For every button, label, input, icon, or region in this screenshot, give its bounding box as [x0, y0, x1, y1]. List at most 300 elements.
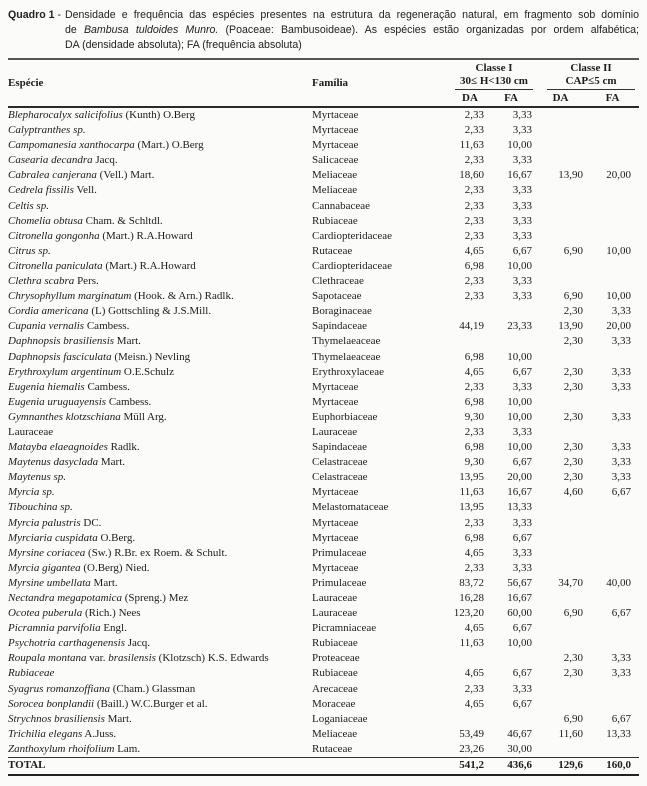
da1-cell: 6,98: [464, 259, 484, 272]
table-row: [8, 682, 639, 697]
fa1-cell: 20,00: [507, 471, 533, 484]
column-header-fa2: FA: [605, 92, 620, 104]
species-cell: Casearia decandra Jacq.: [8, 154, 118, 167]
fa1-cell: [487, 712, 535, 727]
species-cell: Chomelia obtusa Cham. & Schltdl.: [8, 214, 163, 227]
species-cell: Eugenia uruguayensis Cambess.: [8, 395, 152, 408]
family-cell: Melastomataceae: [312, 501, 389, 514]
classe2-title: Classe II: [570, 62, 612, 74]
family-cell: Lauraceae: [312, 592, 358, 604]
fa1-cell: 60,00: [507, 607, 533, 620]
da1-cell: 6,98: [464, 531, 484, 544]
fa1-cell: 16,67: [507, 169, 533, 182]
fa2-cell: [586, 682, 639, 697]
fa1-cell: 6,67: [512, 697, 533, 710]
table-row: [8, 470, 639, 485]
fa1-cell: 10,00: [507, 395, 533, 408]
da1-cell: 123,20: [453, 607, 484, 620]
da2-cell: [535, 395, 586, 410]
table-row: [8, 289, 639, 304]
da2-cell: 34,70: [558, 576, 584, 589]
da1-cell: 16,28: [459, 592, 484, 604]
family-cell: Cannabaceae: [312, 199, 371, 212]
fa1-cell: 3,33: [512, 124, 533, 137]
fa2-cell: [586, 214, 639, 229]
table-row: [8, 651, 639, 666]
fa2-cell: [586, 259, 639, 274]
da1-cell: 13,95: [459, 471, 484, 484]
fa2-cell: [586, 153, 639, 168]
da2-cell: 4,60: [563, 486, 584, 499]
da2-cell: [535, 123, 586, 138]
table-row: [8, 365, 639, 380]
species-cell: Matayba elaeagnoides Radlk.: [8, 441, 140, 454]
fa1-cell: [487, 334, 535, 349]
fa2-cell: [586, 621, 639, 636]
da2-cell: [535, 636, 586, 651]
da2-cell: [535, 214, 586, 229]
fa1-cell: 10,00: [507, 259, 533, 272]
table-row: [8, 319, 639, 334]
caption-line: Densidade e frequência das espécies presentes na estrutura da regeneração natural, em fragmento sob domínio: [65, 9, 639, 21]
table-row: [8, 636, 639, 651]
fa2-cell: 6,67: [611, 607, 632, 620]
table-header: [8, 59, 639, 107]
da2-cell: 6,90: [563, 244, 584, 257]
da1-cell: 2,33: [464, 229, 484, 242]
da1-cell: 2,33: [464, 109, 484, 121]
family-cell: Sapindaceae: [312, 441, 367, 454]
fa2-cell: [586, 274, 639, 289]
species-cell: Trichilia elegans A.Juss.: [8, 727, 117, 740]
family-cell: Thymelaeaceae: [312, 335, 381, 348]
da2-cell: 13,90: [558, 169, 584, 182]
table-row: [8, 697, 639, 712]
species-cell: Myrsine umbellata Mart.: [8, 576, 118, 589]
fa2-cell: [586, 636, 639, 651]
fa2-cell: [586, 425, 639, 440]
species-table: [8, 58, 639, 776]
da2-cell: 2,30: [563, 335, 584, 348]
family-cell: Thymelaeaceae: [312, 350, 381, 363]
species-cell: Campomanesia xanthocarpa (Mart.) O.Berg: [8, 139, 204, 152]
da1-cell: [453, 334, 487, 349]
family-cell: Proteaceae: [312, 652, 360, 665]
family-cell: Sapotaceae: [312, 290, 362, 303]
fa1-cell: 3,33: [512, 290, 533, 303]
table-row: [8, 621, 639, 636]
fa2-cell: [586, 591, 639, 606]
da2-cell: 6,90: [563, 607, 584, 620]
fa1-cell: 3,33: [512, 184, 533, 197]
fa2-cell: [586, 123, 639, 138]
family-cell: Rubiaceae: [312, 214, 358, 227]
family-cell: Myrtaceae: [312, 109, 359, 121]
da2-cell: 13,90: [558, 320, 584, 333]
species-cell: Sorocea bonplandii (Baill.) W.C.Burger et al.: [8, 697, 208, 710]
species-cell: Zanthoxylum rhoifolium Lam.: [8, 742, 141, 755]
da1-cell: 4,65: [464, 244, 484, 257]
da2-cell: [535, 199, 586, 214]
da2-cell: [535, 546, 586, 561]
family-cell: Rubiaceae: [312, 667, 358, 680]
da1-cell: 2,33: [464, 290, 484, 303]
family-cell: Cardiopteridaceae: [312, 259, 393, 272]
da2-cell: [535, 621, 586, 636]
fa2-cell: 3,33: [611, 441, 632, 454]
table-row: [8, 410, 639, 425]
da1-cell: [453, 304, 487, 319]
da2-cell: 2,30: [563, 380, 584, 393]
table-row: [8, 561, 639, 576]
family-cell: Myrtaceae: [312, 124, 359, 137]
fa1-cell: 3,33: [512, 516, 533, 529]
da1-cell: 2,33: [464, 380, 484, 393]
column-header-family: Família: [312, 77, 349, 89]
fa1-cell: 10,00: [507, 139, 533, 152]
da1-cell: 2,33: [464, 154, 484, 167]
fa1-cell: 3,33: [512, 199, 533, 212]
fa2-cell: [586, 742, 639, 758]
table-row: [8, 455, 639, 470]
species-cell: Ocotea puberula (Rich.) Nees: [8, 607, 141, 620]
da2-cell: [535, 259, 586, 274]
da2-cell: [535, 229, 586, 244]
fa2-cell: 3,33: [611, 667, 632, 680]
species-cell: Citronella paniculata (Mart.) R.A.Howard: [8, 259, 196, 272]
table-row: [8, 168, 639, 183]
family-cell: Meliaceae: [312, 727, 358, 740]
da1-cell: 2,33: [464, 561, 484, 574]
table-row: [8, 259, 639, 274]
family-cell: Boraginaceae: [312, 305, 372, 318]
table-row: [8, 712, 639, 727]
caption-line: de Bambusa tuldoides Munro. (Poaceae: Bambusoideae). As espécies estão organizadas por ordem alfabética;: [65, 24, 639, 36]
table-row: [8, 380, 639, 395]
fa2-cell: 3,33: [611, 365, 632, 378]
species-cell: Picramnia parvifolia Engl.: [8, 622, 127, 635]
table-row: [8, 591, 639, 606]
da1-cell: 11,63: [459, 637, 484, 650]
family-cell: Celastraceae: [312, 471, 368, 484]
table-row: [8, 274, 639, 289]
table-footer: [8, 758, 639, 775]
da2-cell: 11,60: [558, 727, 584, 740]
caption-text: [65, 8, 639, 53]
da2-cell: 2,30: [563, 652, 584, 665]
family-cell: Myrtaceae: [312, 395, 359, 408]
species-cell: Nectandra megapotamica (Spreng.) Mez: [8, 592, 189, 604]
da1-cell: 18,60: [459, 169, 484, 182]
fa2-cell: [586, 183, 639, 198]
da2-cell: [535, 107, 586, 123]
fa2-cell: 40,00: [606, 576, 632, 589]
da1-cell: 2,33: [464, 199, 484, 212]
species-cell: Maytenus dasyclada Mart.: [8, 456, 126, 469]
species-cell: Citrus sp.: [8, 244, 51, 257]
fa2-cell: 20,00: [606, 320, 632, 333]
species-cell: Cordia americana (L) Gottschling & J.S.Mill.: [8, 305, 212, 318]
fa1-cell: 6,67: [512, 244, 533, 257]
da2-cell: 2,30: [563, 441, 584, 454]
da1-cell: 6,98: [464, 441, 484, 454]
fa2-cell: [586, 546, 639, 561]
table-row: [8, 304, 639, 319]
da1-cell: 2,33: [464, 214, 484, 227]
family-cell: Sapindaceae: [312, 320, 367, 333]
table-row: [8, 531, 639, 546]
species-cell: Myrcia gigantea (O.Berg) Nied.: [8, 561, 150, 574]
da1-cell: 11,63: [459, 486, 484, 499]
column-group-classe1: [453, 59, 535, 90]
species-cell: Cupania vernalis Cambess.: [8, 320, 130, 333]
table-row: [8, 107, 639, 123]
da2-cell: 6,90: [563, 712, 584, 725]
da1-cell: 11,63: [459, 139, 484, 152]
da2-cell: [535, 742, 586, 758]
fa1-cell: 3,33: [512, 275, 533, 288]
family-cell: Moraceae: [312, 697, 356, 710]
da2-cell: 2,30: [563, 305, 584, 318]
family-cell: Myrtaceae: [312, 516, 359, 529]
family-cell: Rubiaceae: [312, 637, 358, 650]
da1-cell: 9,30: [464, 410, 484, 423]
da1-cell: 4,65: [464, 667, 484, 680]
total-fa1: 436,6: [507, 759, 533, 772]
fa2-cell: 6,67: [611, 712, 632, 725]
family-cell: Euphorbiaceae: [312, 410, 378, 423]
fa1-cell: [487, 651, 535, 666]
table-body: [8, 107, 639, 758]
fa2-cell: [586, 138, 639, 153]
caption-line: DA (densidade absoluta); FA (frequência absoluta): [65, 39, 302, 51]
total-label: TOTAL: [8, 759, 46, 772]
fa2-cell: 3,33: [611, 471, 632, 484]
da2-cell: [535, 425, 586, 440]
fa1-cell: 16,67: [507, 486, 533, 499]
species-cell: Syagrus romanzoffiana (Cham.) Glassman: [8, 682, 196, 695]
fa2-cell: 10,00: [606, 290, 632, 303]
da2-cell: 2,30: [563, 471, 584, 484]
fa1-cell: 3,33: [512, 546, 533, 559]
fa2-cell: [586, 199, 639, 214]
fa2-cell: [586, 350, 639, 365]
table-row: [8, 350, 639, 365]
family-cell: Myrtaceae: [312, 139, 359, 152]
species-cell: Blepharocalyx salicifolius (Kunth) O.Berg: [8, 109, 195, 121]
fa1-cell: [487, 304, 535, 319]
species-cell: Myrciaria cuspidata O.Berg.: [8, 531, 136, 544]
da1-cell: 4,65: [464, 546, 484, 559]
da1-cell: 23,26: [459, 742, 484, 755]
family-cell: Myrtaceae: [312, 531, 359, 544]
da2-cell: 2,30: [563, 667, 584, 680]
da1-cell: 2,33: [464, 682, 484, 695]
da2-cell: [535, 591, 586, 606]
table-row: [8, 123, 639, 138]
fa1-cell: 3,33: [512, 561, 533, 574]
table-row: [8, 606, 639, 621]
da1-cell: 53,49: [459, 727, 484, 740]
table-row: [8, 229, 639, 244]
da1-cell: 83,72: [459, 576, 484, 589]
table-row: [8, 183, 639, 198]
species-cell: Cabralea canjerana (Vell.) Mart.: [8, 169, 155, 182]
da2-cell: [535, 682, 586, 697]
fa1-cell: 23,33: [507, 320, 533, 333]
fa2-cell: 3,33: [611, 380, 632, 393]
fa1-cell: 6,67: [512, 531, 533, 544]
da2-cell: [535, 138, 586, 153]
species-cell: Clethra scabra Pers.: [8, 275, 99, 288]
da1-cell: 2,33: [464, 275, 484, 288]
table-row: [8, 395, 639, 410]
table-row: [8, 546, 639, 561]
species-cell: Myrsine coriacea (Sw.) R.Br. ex Roem. & Schult.: [8, 546, 228, 559]
da2-cell: [535, 500, 586, 515]
species-cell: Daphnopsis brasiliensis Mart.: [8, 335, 141, 348]
fa1-cell: 6,67: [512, 622, 533, 635]
column-header-da2: DA: [552, 92, 569, 104]
table-row: [8, 485, 639, 500]
family-cell: Erythroxylaceae: [312, 365, 385, 378]
total-da2: 129,6: [558, 759, 584, 772]
fa1-cell: 3,33: [512, 109, 533, 121]
fa2-cell: 3,33: [611, 456, 632, 469]
da1-cell: 44,19: [459, 320, 484, 333]
table-caption: [8, 8, 639, 53]
family-cell: Lauraceae: [312, 425, 358, 438]
family-cell: Rutaceae: [312, 742, 353, 755]
species-cell: Tibouchina sp.: [8, 501, 73, 514]
fa1-cell: 30,00: [507, 742, 533, 755]
fa1-cell: 46,67: [507, 727, 533, 740]
fa1-cell: 6,67: [512, 456, 533, 469]
da2-cell: 2,30: [563, 456, 584, 469]
family-cell: Rutaceae: [312, 244, 353, 257]
table-row: [8, 742, 639, 758]
total-da1: 541,2: [459, 759, 484, 772]
species-cell: Myrcia palustris DC.: [8, 516, 102, 529]
da2-cell: [535, 561, 586, 576]
species-cell: Gymnanthes klotzschiana Müll Arg.: [8, 410, 167, 423]
table-row: [8, 727, 639, 742]
fa1-cell: 3,33: [512, 682, 533, 695]
table-row: [8, 199, 639, 214]
fa1-cell: 10,00: [507, 350, 533, 363]
fa1-cell: 3,33: [512, 154, 533, 167]
fa2-cell: 3,33: [611, 652, 632, 665]
total-fa2: 160,0: [606, 759, 632, 772]
fa2-cell: 3,33: [611, 410, 632, 423]
fa2-cell: 20,00: [606, 169, 632, 182]
table-row: [8, 244, 639, 259]
column-header-species: Espécie: [8, 77, 44, 89]
fa1-cell: 3,33: [512, 425, 533, 438]
da2-cell: [535, 697, 586, 712]
da1-cell: [453, 651, 487, 666]
da1-cell: 6,98: [464, 350, 484, 363]
species-cell: Maytenus sp.: [8, 471, 67, 484]
fa1-cell: 3,33: [512, 380, 533, 393]
species-cell: Erythroxylum argentinum O.E.Schulz: [8, 365, 174, 378]
da2-cell: [535, 531, 586, 546]
family-cell: Cardiopteridaceae: [312, 229, 393, 242]
family-cell: Primulaceae: [312, 546, 367, 559]
da2-cell: [535, 274, 586, 289]
column-header-fa1: FA: [504, 92, 518, 104]
fa1-cell: 13,33: [507, 501, 533, 514]
da1-cell: 2,33: [464, 124, 484, 137]
da1-cell: 4,65: [464, 622, 484, 635]
fa1-cell: 3,33: [512, 214, 533, 227]
da2-cell: [535, 153, 586, 168]
fa2-cell: [586, 500, 639, 515]
da1-cell: [453, 712, 487, 727]
fa2-cell: 3,33: [611, 305, 632, 318]
family-cell: Celastraceae: [312, 456, 368, 469]
species-cell: Calyptranthes sp.: [8, 124, 86, 137]
da1-cell: 4,65: [464, 697, 484, 710]
species-cell: Chrysophyllum marginatum (Hook. & Arn.) Radlk.: [8, 290, 234, 303]
da2-cell: 6,90: [563, 290, 584, 303]
table-row: [8, 440, 639, 455]
table-row: [8, 500, 639, 515]
fa1-cell: 3,33: [512, 229, 533, 242]
family-cell: Clethraceae: [312, 275, 364, 288]
species-cell: Roupala montana var. brasilensis (Klotzsch) K.S. Edwards: [8, 652, 269, 665]
species-cell: Lauraceae: [8, 425, 54, 438]
fa1-cell: 6,67: [512, 365, 533, 378]
caption-label: Quadro 1 -: [8, 9, 61, 21]
family-cell: Salicaceae: [312, 154, 359, 167]
fa2-cell: [586, 516, 639, 531]
table-row: [8, 334, 639, 349]
table-row: [8, 425, 639, 440]
fa1-cell: 16,67: [507, 592, 533, 604]
table-row: [8, 516, 639, 531]
classe1-title: Classe I: [475, 62, 513, 74]
da2-cell: [535, 183, 586, 198]
fa2-cell: [586, 697, 639, 712]
da1-cell: 6,98: [464, 395, 484, 408]
fa2-cell: [586, 561, 639, 576]
total-row: [8, 758, 639, 775]
classe1-range: 30≤ H<130 cm: [460, 74, 528, 87]
da2-cell: 2,30: [563, 365, 584, 378]
family-cell: Picramniaceae: [312, 622, 377, 635]
column-group-classe2: [535, 59, 639, 90]
species-cell: Cedrela fissilis Vell.: [8, 184, 97, 197]
family-cell: Primulaceae: [312, 576, 367, 589]
da1-cell: 4,65: [464, 365, 484, 378]
fa2-cell: [586, 531, 639, 546]
da1-cell: 13,95: [459, 501, 484, 514]
da2-cell: [535, 350, 586, 365]
species-cell: Rubiaceae: [8, 667, 55, 680]
family-cell: Meliaceae: [312, 184, 358, 197]
family-cell: Meliaceae: [312, 169, 358, 182]
column-header-da1: DA: [462, 92, 478, 104]
table-row: [8, 666, 639, 681]
da2-cell: [535, 516, 586, 531]
table-row: [8, 138, 639, 153]
species-cell: Citronella gongonha (Mart.) R.A.Howard: [8, 229, 193, 242]
table-row: [8, 576, 639, 591]
da1-cell: 2,33: [464, 425, 484, 438]
fa1-cell: 10,00: [507, 637, 533, 650]
species-cell: Myrcia sp.: [8, 486, 55, 499]
